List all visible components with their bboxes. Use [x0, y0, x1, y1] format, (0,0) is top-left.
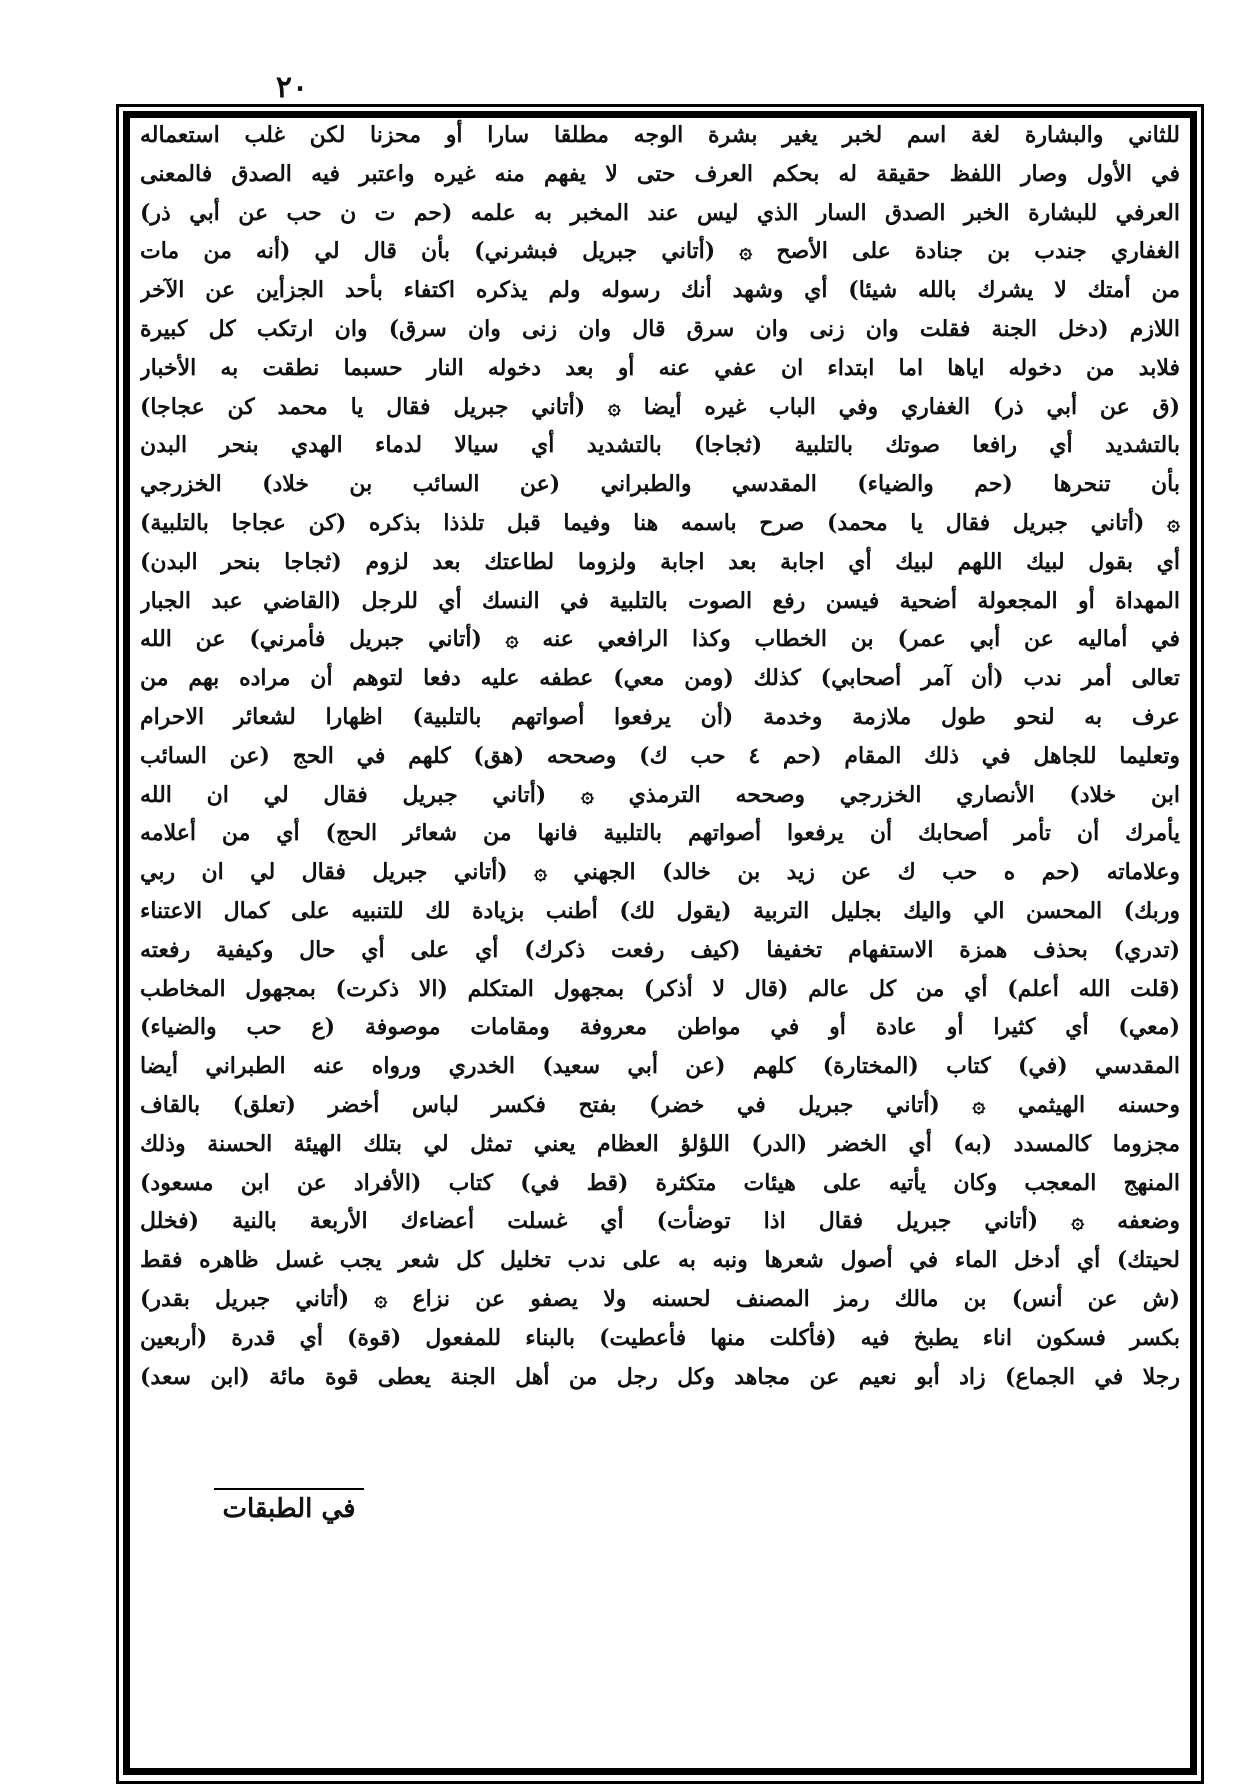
catchword: في الطبقات: [214, 1488, 364, 1524]
page-number: ٢٠: [275, 70, 309, 105]
text-line: في أماليه عن أبي عمر) بن الخطاب وكذا الرافعي عنه ۞ (أتاني جبريل فأمرني) عن الله: [140, 626, 1180, 653]
body-text: [140, 116, 1180, 1396]
text-line: (تدري) بحذف همزة الاستفهام تخفيفا (كيف رفعت ذكرك) أي على أي حال وكيفية رفعته: [140, 936, 1180, 963]
text-line: من أمتك لا يشرك بالله شيئا) أي وشهد أنك رسوله ولم يذكره اكتفاء بأحد الجزأين عن الآخر: [140, 277, 1180, 304]
text-line: وتعليما للجاهل في ذلك المقام (حم ٤ حب ك) وصححه (هق) كلهم في الحج (عن السائب: [140, 742, 1180, 769]
text-line: (ق عن أبي ذر) الغفاري وفي الباب غيره أيضا ۞ (أتاني جبريل فقال يا محمد كن عجاجا): [140, 393, 1180, 420]
text-line: بأن تنحرها (حم والضياء) المقدسي والطبراني (عن السائب بن خلاد) الخزرجي: [140, 471, 1180, 498]
text-line: أي بقول لبيك اللهم لبيك أي اجابة بعد اجابة ولزوما لطاعتك بعد لزوم (ثجاجا بنحر البدن): [140, 548, 1180, 575]
text-line: بكسر فسكون اناء يطبخ فيه (فأكلت منها فأعطيت) بالبناء للمفعول (قوة) أي قدرة (أربعين: [140, 1324, 1180, 1351]
text-line: العرفي للبشارة الخبر الصدق السار الذي ليس عند المخبر به علمه (حم ت ن حب عن أبي ذر): [140, 199, 1180, 226]
text-line: وربك) المحسن الي واليك بجليل التربية (يقول لك) أطنب بزيادة لك للتنبيه على كمال الاعتناء: [140, 897, 1180, 924]
text-line: المهداة أو المجعولة أضحية فيسن رفع الصوت بالتلبية في النسك أي للرجل (القاضي عبد الجبار: [140, 587, 1180, 614]
text-line: رجلا في الجماع) زاد أبو نعيم عن مجاهد وكل رجل من أهل الجنة يعطى قوة مائة (ابن سعد): [140, 1363, 1180, 1390]
text-line: اللازم (دخل الجنة فقلت وان زنى وان سرق قال وان زنى وان سرق) وان ارتكب كل كبيرة: [140, 315, 1180, 342]
text-line: ابن خلاد) الأنصاري الخزرجي وصححه الترمذي ۞ (أتاني جبريل فقال لي ان الله: [140, 781, 1180, 808]
text-line: يأمرك أن تأمر أصحابك أن يرفعوا أصواتهم بالتلبية فانها من شعائر الحج) أي من أعلامه: [140, 820, 1180, 847]
text-line: فلابد من دخوله اياها اما ابتداء ان عفي عنه أو بعد دخوله النار حسبما نطقت به الأخبار: [140, 354, 1180, 381]
text-line: لحيتك) أي أدخل الماء في أصول شعرها ونبه به على ندب تخليل كل شعر يجب غسل ظاهره فقط: [140, 1247, 1180, 1274]
text-line: وضعفه ۞ (أتاني جبريل فقال اذا توضأت) أي غسلت أعضاءك الأربعة بالنية (فخلل: [140, 1208, 1180, 1235]
text-line: (معي) أي كثيرا أو عادة أو في مواطن معروفة ومقامات موصوفة (ع حب والضياء): [140, 1014, 1180, 1041]
text-line: تعالى أمر ندب (أن آمر أصحابي) كذلك (ومن معي) عطفه عليه دفعا لتوهم أن مراده بهم من: [140, 665, 1180, 692]
text-line: للثاني والبشارة لغة اسم لخبر يغير بشرة الوجه مطلقا سارا أو محزنا لكن غلب استعماله: [140, 122, 1180, 148]
text-line: عرف به لنحو طول ملازمة وخدمة (أن يرفعوا أصواتهم بالتلبية) اظهارا لشعائر الاحرام: [140, 703, 1180, 730]
text-line: وعلاماته (حم ه حب ك عن زيد بن خالد) الجهني ۞ (أتاني جبريل فقال لي ان ربي: [140, 859, 1180, 886]
text-line: وحسنه الهيثمي ۞ (أتاني جبريل في خضر) بفتح فكسر لباس أخضر (تعلق) بالقاف: [140, 1091, 1180, 1118]
text-line: الغفاري جندب بن جنادة على الأصح ۞ (أتاني جبريل فبشرني) بأن قال لي (أنه من مات: [140, 238, 1180, 265]
text-line: المنهج المعجب وكان يأتيه على هيئات متكثرة (قط في) كتاب (الأفراد عن ابن مسعود): [140, 1169, 1180, 1196]
text-line: في الأول وصار اللفظ حقيقة له بحكم العرف حتى لا يفهم منه غيره واعتبر فيه الصدق فالمعنى: [140, 160, 1180, 187]
text-line: بالتشديد أي رافعا صوتك بالتلبية (ثجاجا) بالتشديد أي سيالا لدماء الهدي بنحر البدن: [140, 432, 1180, 459]
text-line: المقدسي (في) كتاب (المختارة) كلهم (عن أبي سعيد) الخدري ورواه عنه الطبراني أيضا: [140, 1053, 1180, 1080]
text-line: (ش عن أنس) بن مالك رمز المصنف لحسنه ولا يصفو عن نزاع ۞ (أتاني جبريل بقدر): [140, 1285, 1180, 1312]
text-line: (قلت الله أعلم) أي من كل عالم (قال لا أذكر) بمجهول المتكلم (الا ذكرت) بمجهول المخاطب: [140, 975, 1180, 1002]
text-line: مجزوما كالمسدد (به) أي الخضر (الدر) اللؤلؤ العظام يعني تمثل لي بتلك الهيئة الحسنة وذلك: [140, 1130, 1180, 1157]
text-line: ۞ (أتاني جبريل فقال يا محمد) صرح باسمه هنا وفيما قبل تلذذا بذكره (كن عجاجا بالتلبية): [140, 509, 1180, 536]
